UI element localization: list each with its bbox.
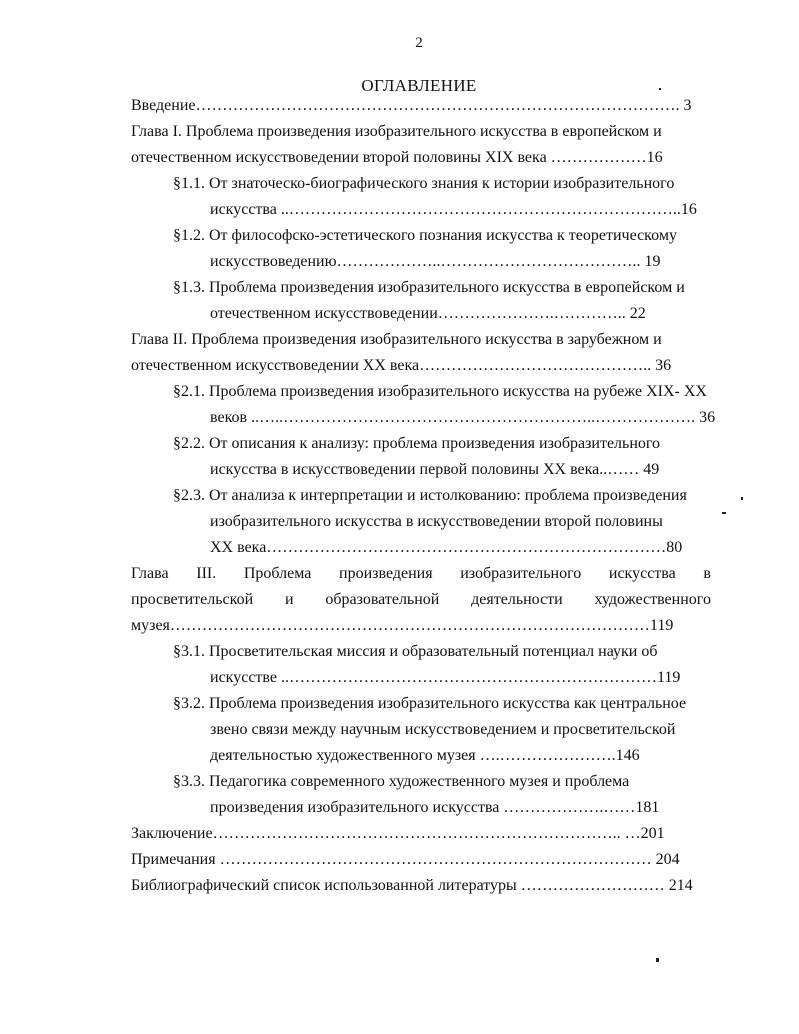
- word: произведения: [339, 565, 433, 582]
- word: художественного: [594, 591, 711, 608]
- scan-speck: [722, 512, 726, 514]
- toc-section-2-1-line-2: веков ..…..…………………………………………………..………………. 36: [210, 409, 716, 426]
- toc-section-3-2-line-2: звено связи между научным искусствоведением и просветительской: [210, 721, 676, 738]
- toc-chapter-2-line-2: отечественном искусствоведении XX века…………………………………….. 36: [131, 357, 672, 374]
- toc-entry-bibliography: Библиографический список использованной литературы ……………………… 214: [131, 877, 693, 894]
- toc-chapter-3-line-1: [131, 564, 711, 584]
- word: Глава: [131, 565, 169, 582]
- word: просветительской: [131, 591, 254, 608]
- toc-section-2-3-line-1: §2.3. От анализа к интерпретации и истолкованию: проблема произведения: [173, 487, 687, 504]
- toc-section-3-3-line-1: §3.3. Педагогика современного художественного музея и проблема: [173, 773, 630, 790]
- toc-section-2-3-line-3: XX века…………………………………………………………………80: [210, 539, 683, 556]
- toc-section-3-2-line-1: §3.2. Проблема произведения изобразительного искусства как центральное: [173, 695, 687, 712]
- toc-section-2-3-line-2: изобразительного искусства в искусствоведении второй половины: [210, 513, 663, 530]
- toc-chapter-2-line-1: Глава II. Проблема произведения изобразительного искусства в зарубежном и: [131, 331, 662, 348]
- word: изобразительного: [460, 565, 582, 582]
- scan-speck: [741, 497, 743, 500]
- toc-section-1-3-line-1: §1.3. Проблема произведения изобразительного искусства в европейском и: [173, 279, 685, 296]
- toc-section-1-1-line-1: §1.1. От знаточеско-биографического знания к истории изобразительного: [173, 175, 675, 192]
- toc-section-3-1-line-2: искусстве ..……………………………………………………………119: [210, 669, 681, 686]
- toc-section-2-1-line-1: §2.1. Проблема произведения изобразительного искусства на рубеже XIX- XX: [173, 383, 707, 400]
- toc-chapter-3-line-2: [131, 590, 711, 610]
- toc-section-1-2-line-2: искусствоведению………………..……………………………….. 19: [210, 253, 661, 270]
- toc-section-2-2-line-2: искусства в искусствоведении первой половины XX века..…… 49: [210, 461, 660, 478]
- word: Проблема: [243, 565, 312, 582]
- word: искусства: [608, 565, 676, 582]
- toc-chapter-1-line-1: Глава I. Проблема произведения изобразительного искусства в европейском и: [131, 123, 662, 140]
- toc-title: ОГЛАВЛЕНИЕ: [361, 76, 477, 95]
- scan-speck: [659, 88, 661, 90]
- toc-entry-notes: Примечания ……………………………………………………………………… 204: [131, 851, 680, 868]
- word: образовательной: [325, 591, 440, 608]
- word: и: [284, 591, 294, 608]
- toc-entry-introduction: Введение………………………………………………………………………………. 3: [131, 97, 692, 114]
- toc-entry-conclusion: Заключение………………………………………………………………….. …201: [131, 825, 665, 842]
- toc-chapter-3-line-3: музея………………………………………………………………………………119: [131, 617, 674, 634]
- toc-section-1-2-line-1: §1.2. От философско-эстетического познания искусства к теоретическому: [173, 227, 677, 244]
- toc-section-3-3-line-2: произведения изобразительного искусства ……………….……181: [210, 799, 660, 816]
- scan-speck: [656, 958, 659, 962]
- word: деятельности: [471, 591, 563, 608]
- page-number: 2: [415, 35, 423, 51]
- word: III.: [196, 565, 217, 582]
- toc-section-3-2-line-3: деятельностью художественного музея ….………………….146: [210, 747, 640, 764]
- toc-section-2-2-line-1: §2.2. От описания к анализу: проблема произведения изобразительного: [173, 435, 661, 452]
- toc-section-1-3-line-2: отечественном искусствоведении………………….………….. 22: [210, 305, 646, 322]
- toc-section-3-1-line-1: §3.1. Просветительская миссия и образовательный потенциал науки об: [173, 643, 658, 660]
- word: в: [703, 565, 711, 582]
- toc-chapter-1-line-2: отечественном искусствоведении второй половины XIX века ………………16: [131, 149, 663, 166]
- toc-section-1-1-line-2: искусства ..………………………………………………………………..16: [210, 201, 697, 218]
